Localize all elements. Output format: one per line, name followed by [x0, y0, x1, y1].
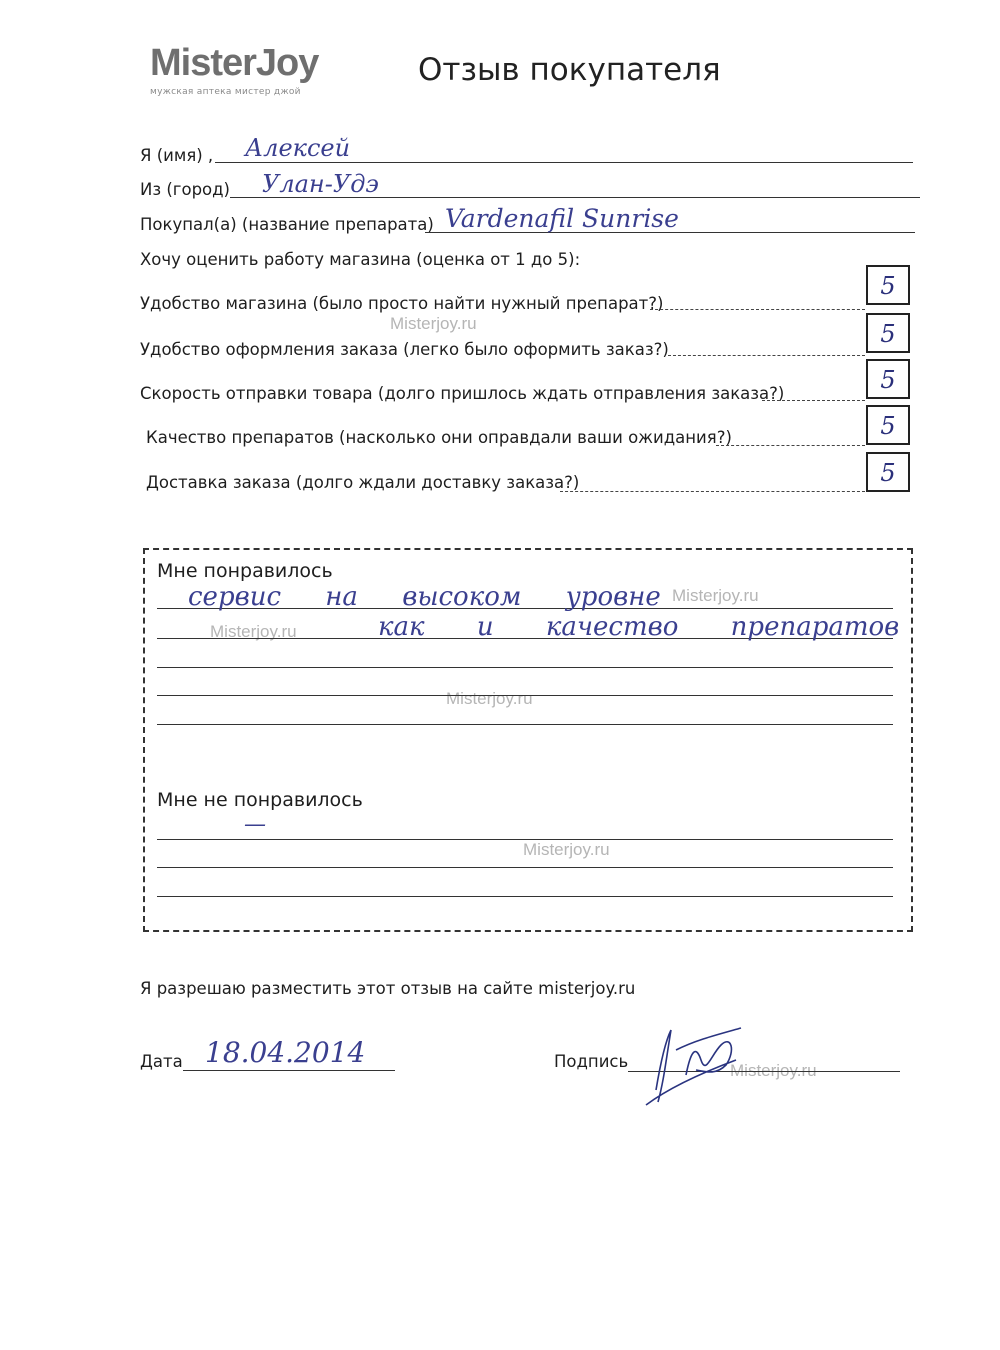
watermark-5: Misterjoy.ru — [523, 840, 610, 859]
name-underline — [215, 162, 913, 163]
rating-score-2: 5 — [880, 320, 896, 348]
liked-line-5 — [157, 724, 893, 725]
liked-text-2: как и качество препаратов — [378, 612, 900, 642]
disliked-title: Мне не понравилось — [157, 789, 363, 811]
rating-dots-4 — [716, 445, 865, 446]
rating-label-5: Доставка заказа (долго ждали доставку заказа?) — [146, 473, 580, 492]
signature-label: Подпись — [554, 1052, 629, 1071]
rating-dots-5 — [560, 491, 865, 492]
date-underline — [183, 1070, 395, 1071]
rating-score-3: 5 — [880, 366, 896, 394]
city-value: Улан-Удэ — [262, 170, 379, 198]
rating-label-1: Удобство магазина (было просто найти нужный препарат?) — [140, 294, 664, 313]
watermark-4: Misterjoy.ru — [446, 689, 533, 708]
rating-dots-2 — [668, 355, 865, 356]
disliked-line-1 — [157, 839, 893, 840]
name-value: Алексей — [245, 134, 351, 162]
disliked-line-3 — [157, 896, 893, 897]
disliked-text-1: — — [244, 812, 266, 837]
rating-dots-3 — [762, 400, 865, 401]
disliked-line-2 — [157, 867, 893, 868]
rating-box-5 — [866, 452, 910, 492]
rating-label-3: Скорость отправки товара (долго пришлось ждать отправления заказа?) — [140, 384, 785, 403]
rating-dots-1 — [650, 309, 865, 310]
rating-box-4 — [866, 405, 910, 445]
page-title: Отзыв покупателя — [418, 52, 721, 88]
rating-intro: Хочу оценить работу магазина (оценка от 1 до 5): — [140, 250, 581, 269]
rating-score-1: 5 — [880, 272, 896, 300]
rating-label-2: Удобство оформления заказа (легко было оформить заказ?) — [140, 340, 669, 359]
liked-line-4 — [157, 695, 893, 696]
liked-line-3 — [157, 667, 893, 668]
rating-score-5: 5 — [880, 459, 896, 487]
liked-title: Мне понравилось — [157, 560, 333, 582]
date-value: 18.04.2014 — [205, 1036, 366, 1069]
rating-box-3 — [866, 359, 910, 399]
product-label: Покупал(а) (название препарата) — [140, 215, 434, 234]
liked-text-1: сервис на высоком уровне — [188, 582, 661, 612]
consent-text: Я разрешаю разместить этот отзыв на сайте misterjoy.ru — [140, 979, 636, 998]
rating-box-2 — [866, 313, 910, 353]
name-label: Я (имя) , — [140, 146, 214, 165]
product-value: Vardenafil Sunrise — [445, 204, 679, 233]
watermark-2: Misterjoy.ru — [672, 586, 759, 605]
city-label: Из (город) — [140, 180, 230, 199]
date-label: Дата — [140, 1052, 183, 1071]
watermark-3: Misterjoy.ru — [210, 622, 297, 641]
rating-label-4: Качество препаратов (насколько они оправдали ваши ожидания?) — [146, 428, 732, 447]
watermark-6: Misterjoy.ru — [730, 1061, 817, 1080]
watermark-1: Misterjoy.ru — [390, 314, 477, 333]
logo: MisterJoy — [150, 42, 319, 84]
logo-tagline: мужская аптека мистер джой — [150, 87, 301, 97]
signature-drawing — [636, 1020, 756, 1110]
rating-score-4: 5 — [880, 412, 896, 440]
rating-box-1 — [866, 265, 910, 305]
